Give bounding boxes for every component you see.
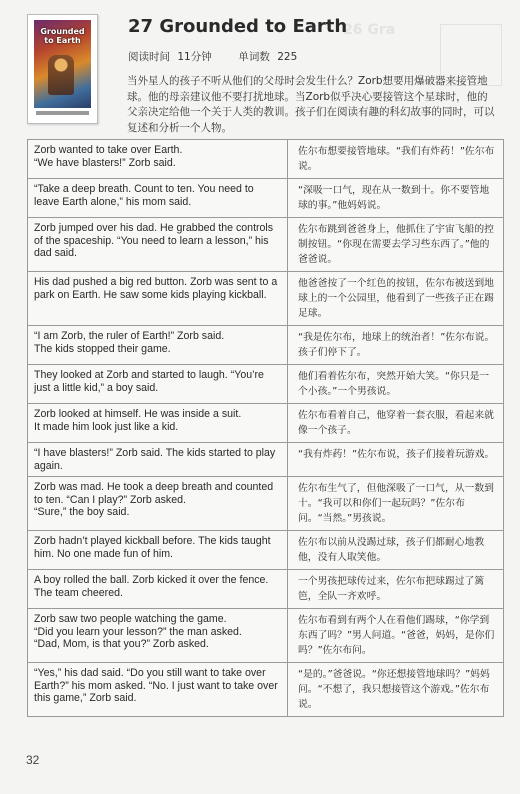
english-text: A boy rolled the ball. Zorb kicked it over the fence. The team cheered. — [28, 570, 288, 609]
chinese-translation: “深吸一口气，现在从一数到十。你不要管地球的事。”他妈妈说。 — [288, 179, 504, 218]
english-text: “I am Zorb, the ruler of Earth!” Zorb said. The kids stopped their game. — [28, 326, 288, 365]
english-text: Zorb hadn’t played kickball before. The kids taught him. No one made fun of him. — [28, 531, 288, 570]
book-cover — [27, 14, 98, 124]
chinese-translation: 佐尔布生气了，但他深吸了一口气，从一数到十。“我可以和你们一起玩吗？”佐尔布问。“当然。”男孩说。 — [288, 477, 504, 531]
cover-character-image — [48, 55, 74, 95]
english-text: Zorb wanted to take over Earth. “We have blasters!” Zorb said. — [28, 140, 288, 179]
table-row — [28, 326, 504, 365]
chinese-translation: 佐尔布跳到爸爸身上，他抓住了宇宙飞船的控制按钮。“你现在需要去学习些东西了。”他的爸爸说。 — [288, 218, 504, 272]
chinese-translation: “我是佐尔布，地球上的统治者！”佐尔布说。孩子们停下了。 — [288, 326, 504, 365]
table-row — [28, 443, 504, 477]
bleed-through-title: 26 Gra — [343, 22, 396, 38]
chinese-translation: 佐尔布想要接管地球。“我们有炸药！”佐尔布说。 — [288, 140, 504, 179]
story-meta — [128, 49, 301, 64]
table-row — [28, 663, 504, 717]
table-row — [28, 272, 504, 326]
reading-time-label: 阅读时间 — [128, 51, 170, 63]
page-number: 32 — [26, 753, 40, 767]
table-row — [28, 570, 504, 609]
word-count-value: 225 — [277, 51, 298, 63]
chinese-translation: 一个男孩把球传过来，佐尔布把球踢过了篱笆，全队一齐欢呼。 — [288, 570, 504, 609]
english-text: They looked at Zorb and started to laugh. “You’re just a little kid,” a boy said. — [28, 365, 288, 404]
table-row — [28, 179, 504, 218]
chinese-translation: 佐尔布以前从没踢过球，孩子们都耐心地教他，没有人取笑他。 — [288, 531, 504, 570]
table-row — [28, 218, 504, 272]
english-text: His dad pushed a big red button. Zorb was sent to a park on Earth. He saw some kids playing kickball. — [28, 272, 288, 326]
chinese-translation: 他们看着佐尔布，突然开始大笑。“你只是一个小孩。”一个男孩说。 — [288, 365, 504, 404]
chinese-translation: 佐尔布看到有两个人在看他们踢球，“你学到东西了吗？”男人问道。“爸爸，妈妈，是你们吗？”佐尔布问。 — [288, 609, 504, 663]
cover-footer-strip — [36, 111, 89, 115]
english-text: “I have blasters!” Zorb said. The kids started to play again. — [28, 443, 288, 477]
chinese-translation: 他爸爸按了一个红色的按钮，佐尔布被送到地球上的一个公园里，他看到了一些孩子正在踢足球。 — [288, 272, 504, 326]
cover-title: Grounded to Earth — [40, 27, 85, 45]
english-text: Zorb was mad. He took a deep breath and counted to ten. “Can I play?” Zorb asked. “Sure,” the boy said. — [28, 477, 288, 531]
english-text: “Yes,” his dad said. “Do you still want to take over Earth?” his mom asked. “No. I just want to take over this game,” Zorb said. — [28, 663, 288, 717]
table-row — [28, 531, 504, 570]
word-count-label: 单词数 — [238, 51, 270, 63]
story-introduction: 当外星人的孩子不听从他们的父母时会发生什么？Zorb想要用爆破器来接管地球。他的母亲建议他不要打扰地球。当Zorb似乎决心要接管这个星球时，他的父亲决定给他一个关于人类的教训。孩子们在阅读有趣的科幻故事的同时，可以复述和分析一个人物。 — [127, 75, 495, 134]
english-text: Zorb jumped over his dad. He grabbed the controls of the spaceship. “You need to learn a lesson,” his dad said. — [28, 218, 288, 272]
english-text: Zorb looked at himself. He was inside a suit. It made him look just like a kid. — [28, 404, 288, 443]
table-row — [28, 140, 504, 179]
chinese-translation: “我有炸药！”佐尔布说，孩子们接着玩游戏。 — [288, 443, 504, 477]
english-text: Zorb saw two people watching the game. “Did you learn your lesson?” the man asked. “Dad, Mom, is that you?” Zorb asked. — [28, 609, 288, 663]
reading-time-value: 11分钟 — [177, 51, 212, 63]
table-row — [28, 365, 504, 404]
page-title: 27 Grounded to Earth — [128, 16, 348, 37]
chinese-translation: 佐尔布看着自己，他穿着一套衣服，看起来就像一个孩子。 — [288, 404, 504, 443]
table-row — [28, 404, 504, 443]
english-text: “Take a deep breath. Count to ten. You need to leave Earth alone,” his mom said. — [28, 179, 288, 218]
table-row — [28, 609, 504, 663]
bilingual-story-table — [27, 139, 504, 717]
table-row — [28, 477, 504, 531]
chinese-translation: “是的。”爸爸说。“你还想接管地球吗？”妈妈问。“不想了，我只想接管这个游戏。”佐尔布说。 — [288, 663, 504, 717]
